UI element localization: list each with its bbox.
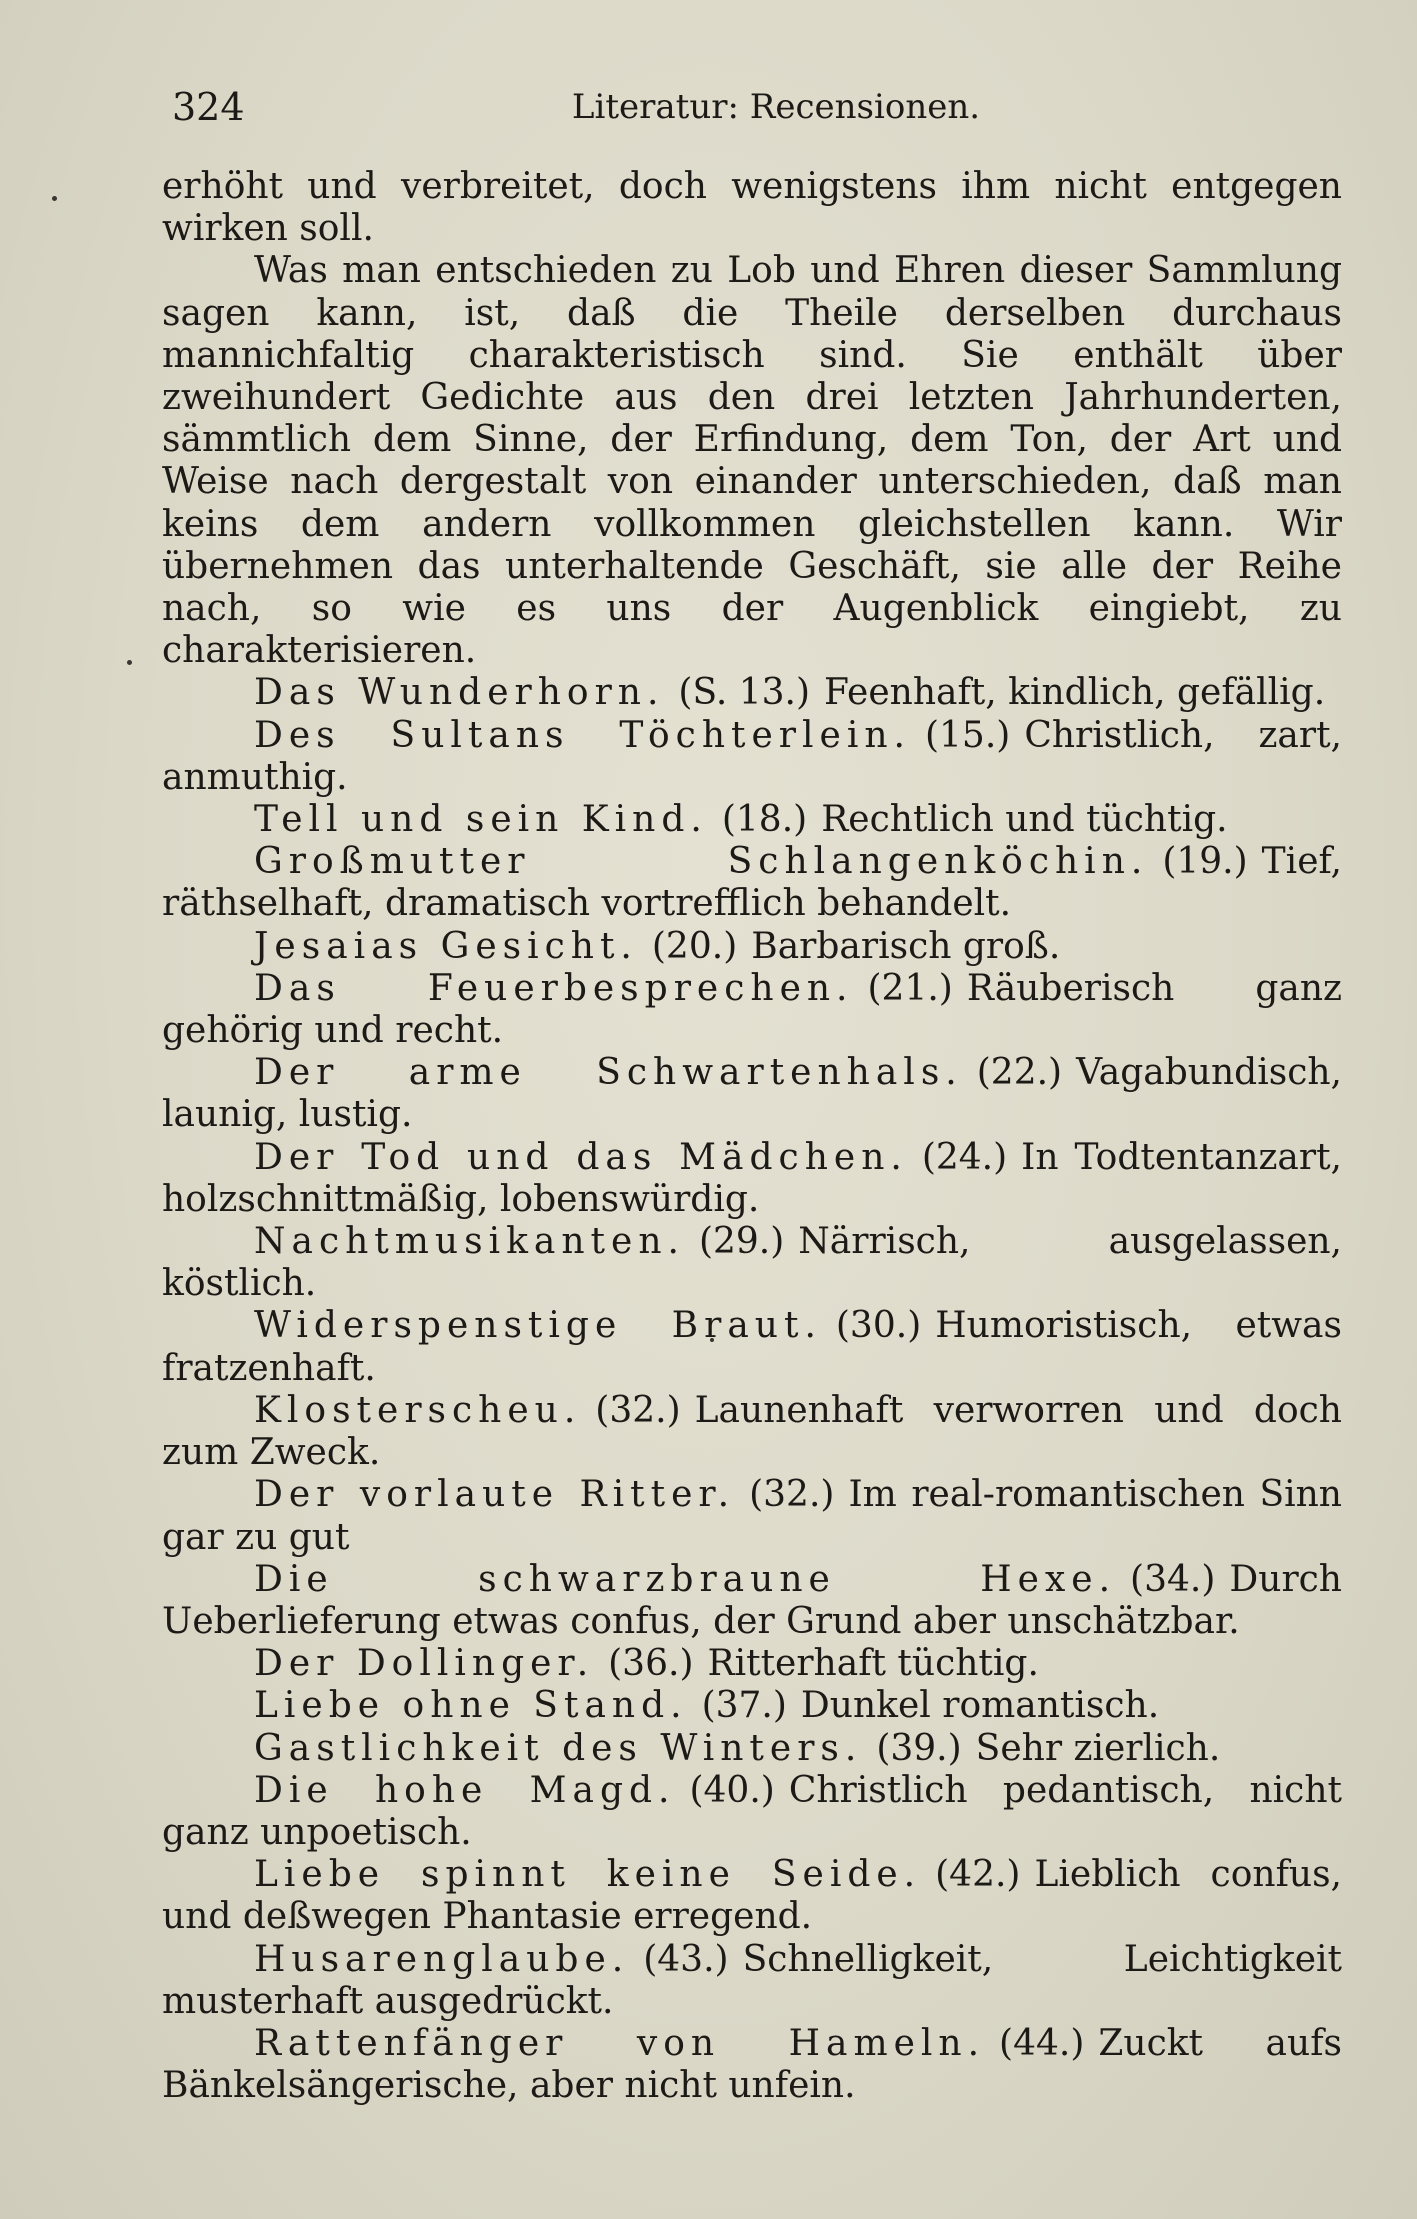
running-title: Literatur: Recensionen.: [571, 87, 981, 127]
entry-comment: Sehr zierlich.: [975, 1727, 1221, 1769]
entry-title: Des Sultans Töchterlein.: [254, 714, 911, 756]
entry-page-ref: (37.): [701, 1685, 787, 1727]
entry-comment: Launenhaft verworren und doch zum Zweck.: [162, 1389, 1342, 1474]
entry-comment: In Todtentanzart, holzschnittmäßig, lobenswürdig.: [162, 1136, 1342, 1220]
page-body: [162, 166, 1342, 2107]
entry-page-ref: (22.): [976, 1052, 1063, 1094]
entry-title: Liebe ohne Stand.: [254, 1685, 688, 1727]
entry-page-ref: (34.): [1130, 1558, 1216, 1600]
entry-page-ref: (S. 13.): [678, 672, 811, 714]
entry-comment: Schnelligkeit, Leichtigkeit musterhaft ausgedrückt.: [162, 1938, 1342, 2022]
entry-title: Der vorlaute Ritter.: [254, 1474, 736, 1516]
entry-page-ref: (21.): [867, 967, 953, 1009]
entry-page-ref: (32.): [749, 1474, 835, 1516]
entry-title: Die hohe Magd.: [254, 1769, 676, 1811]
entry-comment: Christlich, zart, anmuthig.: [162, 714, 1342, 798]
entry-page-ref: (44.): [999, 2022, 1085, 2064]
entry-comment: Durch Ueberlieferung etwas confus, der Grund aber unschätzbar.: [162, 1558, 1342, 1642]
review-entry: [162, 1052, 1342, 1136]
entry-page-ref: (29.): [698, 1221, 785, 1263]
entry-page-ref: (42.): [935, 1854, 1021, 1896]
entry-page-ref: (32.): [595, 1389, 681, 1431]
review-entry: [162, 2023, 1342, 2107]
margin-speck: [52, 196, 57, 201]
review-entry: [162, 1221, 1342, 1305]
entry-comment: Dunkel romantisch.: [800, 1685, 1160, 1727]
entry-comment: Räuberisch ganz gehörig und recht.: [162, 967, 1342, 1052]
entry-title: Der Dollinger.: [254, 1643, 595, 1685]
entry-title: Nachtmusikanten.: [254, 1221, 685, 1263]
review-entry: [162, 799, 1342, 841]
entry-title: Der arme Schwartenhals.: [254, 1052, 963, 1094]
entry-page-ref: (30.): [835, 1305, 922, 1347]
entry-page-ref: (39.): [876, 1727, 962, 1769]
review-entry: [162, 968, 1342, 1052]
entry-page-ref: (36.): [608, 1643, 694, 1685]
review-entry: [162, 1728, 1342, 1770]
page-header: [172, 82, 1340, 132]
review-entry: [162, 1305, 1342, 1389]
entry-comment: Lieblich confus, und deßwegen Phantasie erregend.: [162, 1854, 1342, 1938]
review-entry: [162, 1854, 1342, 1938]
entry-comment: Barbarisch groß.: [751, 925, 1061, 967]
entry-page-ref: (43.): [643, 1938, 729, 1980]
review-entry: [162, 1559, 1342, 1643]
entry-comment: Tief, räthselhaft, dramatisch vortrefflich behandelt.: [162, 841, 1342, 925]
entry-title: Widerspenstige Braut.: [254, 1305, 822, 1347]
review-entry: [162, 1685, 1342, 1727]
entry-comment: Christlich pedantisch, nicht ganz unpoetisch.: [162, 1769, 1342, 1853]
entry-comment: Zuckt aufs Bänkelsängerische, aber nicht unfein.: [162, 2022, 1342, 2107]
entry-title: Klosterscheu.: [254, 1389, 582, 1431]
entry-title: Gastlichkeit des Winters.: [254, 1727, 863, 1769]
entry-page-ref: (15.): [924, 714, 1011, 756]
entry-comment: Feenhaft, kindlich, gefällig.: [824, 672, 1326, 714]
entry-page-ref: (20.): [651, 925, 738, 967]
paragraph: Was man entschieden zu Lob und Ehren dieser Sammlung sagen kann, ist, daß die Theile derselben durchaus mannichfaltig charakteristisch sind. Sie enthält über zweihundert Gedichte aus den drei letzten Jahrhunderten, sämmtlich dem Sinne, der Erfindung, dem Ton, der Art und Weise nach dergestalt von einander unterschieden, daß man keins dem andern vollkommen gleichstellen kann. Wir übernehmen das unterhaltende Geschäft, sie alle der Reihe nach, so wie es uns der Augenblick eingiebt, zu charakterisieren.: [162, 250, 1342, 672]
review-entry: [162, 1137, 1342, 1221]
entry-title: Das Wunderhorn.: [254, 672, 665, 714]
entry-comment: Närrisch, ausgelassen, köstlich.: [162, 1221, 1342, 1305]
review-entry: [162, 1770, 1342, 1854]
entry-title: Liebe spinnt keine Seide.: [254, 1854, 922, 1896]
page-number: 324: [172, 85, 245, 129]
entry-comment: Rechtlich und tüchtig.: [821, 799, 1228, 841]
entry-page-ref: (24.): [921, 1136, 1008, 1178]
entry-title: Der Tod und das Mädchen.: [254, 1136, 908, 1178]
review-entry: [162, 841, 1342, 925]
entry-page-ref: (19.): [1162, 841, 1248, 883]
entry-title: Das Feuerbesprechen.: [254, 967, 854, 1009]
entry-title: Husarenglaube.: [254, 1938, 630, 1980]
entry-comment: Humoristisch, etwas fratzenhaft.: [162, 1305, 1342, 1389]
review-entry: [162, 1390, 1342, 1474]
entry-title: Rattenfänger von Hameln.: [254, 2022, 986, 2064]
review-entry: [162, 1939, 1342, 2023]
review-entry: [162, 715, 1342, 799]
entry-page-ref: (40.): [689, 1769, 775, 1811]
entry-title: Jesaias Gesicht.: [254, 925, 638, 967]
entry-page-ref: (18.): [721, 799, 808, 841]
entry-title: Die schwarzbraune Hexe.: [254, 1558, 1117, 1600]
entry-title: Großmutter Schlangenköchin.: [254, 841, 1149, 883]
paragraph-continuation: erhöht und verbreitet, doch wenigstens ihm nicht entgegen wirken soll.: [162, 166, 1342, 250]
entry-comment: Vagabundisch, launig, lustig.: [162, 1052, 1342, 1136]
entry-title: Tell und sein Kind.: [254, 799, 708, 841]
review-entry: [162, 926, 1342, 968]
review-entry: [162, 1474, 1342, 1558]
review-entry: [162, 672, 1342, 714]
entry-comment: Im real-romantischen Sinn gar zu gut: [162, 1474, 1342, 1558]
review-entry: [162, 1643, 1342, 1685]
entry-comment: Ritterhaft tüchtig.: [707, 1643, 1039, 1685]
margin-speck: [127, 660, 132, 665]
